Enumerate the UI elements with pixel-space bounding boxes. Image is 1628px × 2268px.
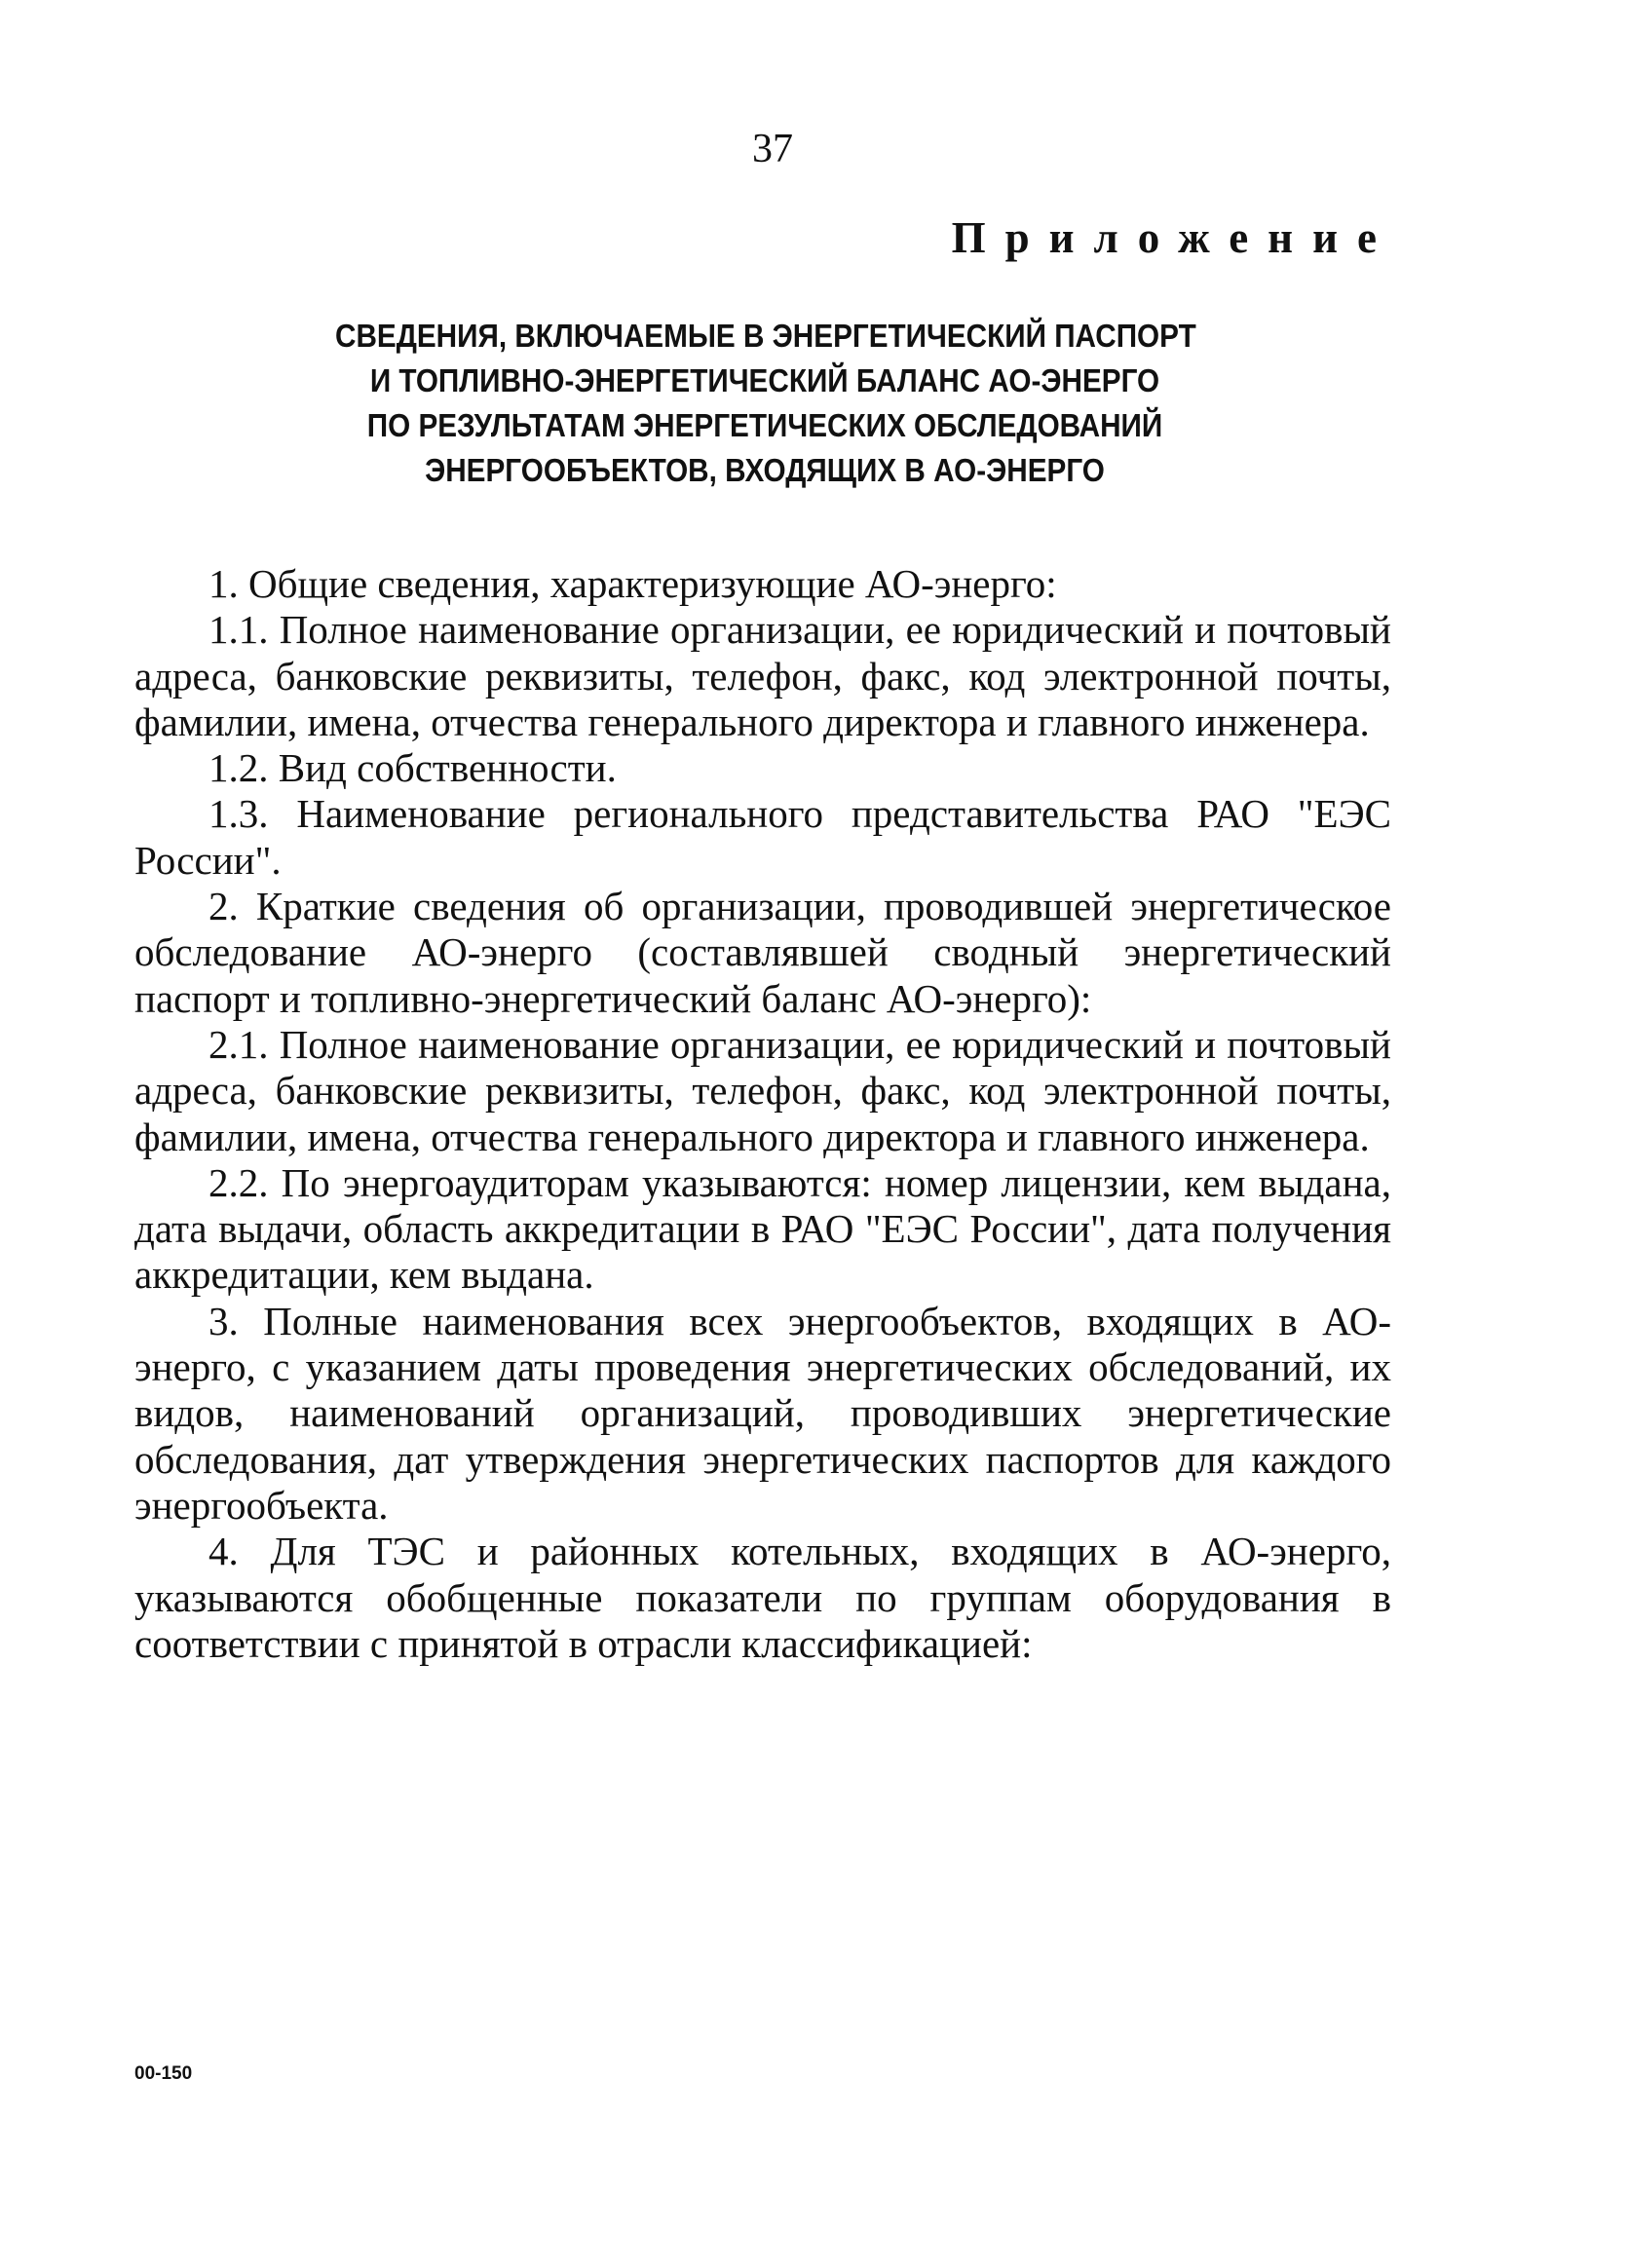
paragraph-2-1: 2.1. Полное наименование организации, ее юридический и почтовый адреса, банковские реквизиты, телефон, факс, код электронной почты, фамилии, имена, отчества генерального директора и главного инженера. xyxy=(134,1021,1391,1159)
paragraph-1: 1. Общие сведения, характеризующие АО-энерго: xyxy=(208,561,1057,606)
paragraph-2-2: 2.2. По энергоаудиторам указываются: номер лицензии, кем выдана, дата выдачи, область аккредитации в РАО "ЕЭС России", дата получения аккредитации, кем выдана. xyxy=(134,1159,1391,1298)
document-body xyxy=(134,561,1391,1667)
title-line: И ТОПЛИВНО-ЭНЕРГЕТИЧЕСКИЙ БАЛАНС АО-ЭНЕРГО xyxy=(369,362,1160,398)
title-line: СВЕДЕНИЯ, ВКЛЮЧАЕМЫЕ В ЭНЕРГЕТИЧЕСКИЙ ПАСПОРТ xyxy=(335,318,1196,354)
document-title xyxy=(335,314,1194,493)
title-line: ПО РЕЗУЛЬТАТАМ ЭНЕРГЕТИЧЕСКИХ ОБСЛЕДОВАНИЙ xyxy=(366,407,1163,443)
appendix-label: Приложение xyxy=(951,213,1396,262)
paragraph-1-2: 1.2. Вид собственности. xyxy=(208,745,617,791)
page-number: 37 xyxy=(752,127,793,171)
paragraph-4: 4. Для ТЭС и районных котельных, входящих в АО-энерго, указываются обобщенные показатели по группам оборудования в соответствии с принятой в отрасли классификацией: xyxy=(134,1529,1391,1666)
title-line: ЭНЕРГООБЪЕКТОВ, ВХОДЯЩИХ В АО-ЭНЕРГО xyxy=(425,452,1105,488)
paragraph-3: 3. Полные наименования всех энергообъектов, входящих в АО-энерго, с указанием даты проведения энергетических обследований, их видов, наименований организаций, проводивших энергетические обследования, дат утверждения энергетических паспортов для каждого энергообъекта. xyxy=(134,1298,1391,1528)
paragraph-1-3: 1.3. Наименование регионального представительства РАО "ЕЭС России". xyxy=(134,791,1391,883)
paragraph-2: 2. Краткие сведения об организации, проводившей энергетическое обследование АО-энерго (составлявшей сводный энергетический паспорт и топливно-энергетический баланс АО-энерго): xyxy=(134,884,1391,1021)
paragraph-1-1: 1.1. Полное наименование организации, ее юридический и почтовый адреса, банковские реквизиты, телефон, факс, код электронной почты, фамилии, имена, отчества генерального директора и главного инженера. xyxy=(134,607,1391,744)
footer-code: 00-150 xyxy=(134,2063,193,2084)
